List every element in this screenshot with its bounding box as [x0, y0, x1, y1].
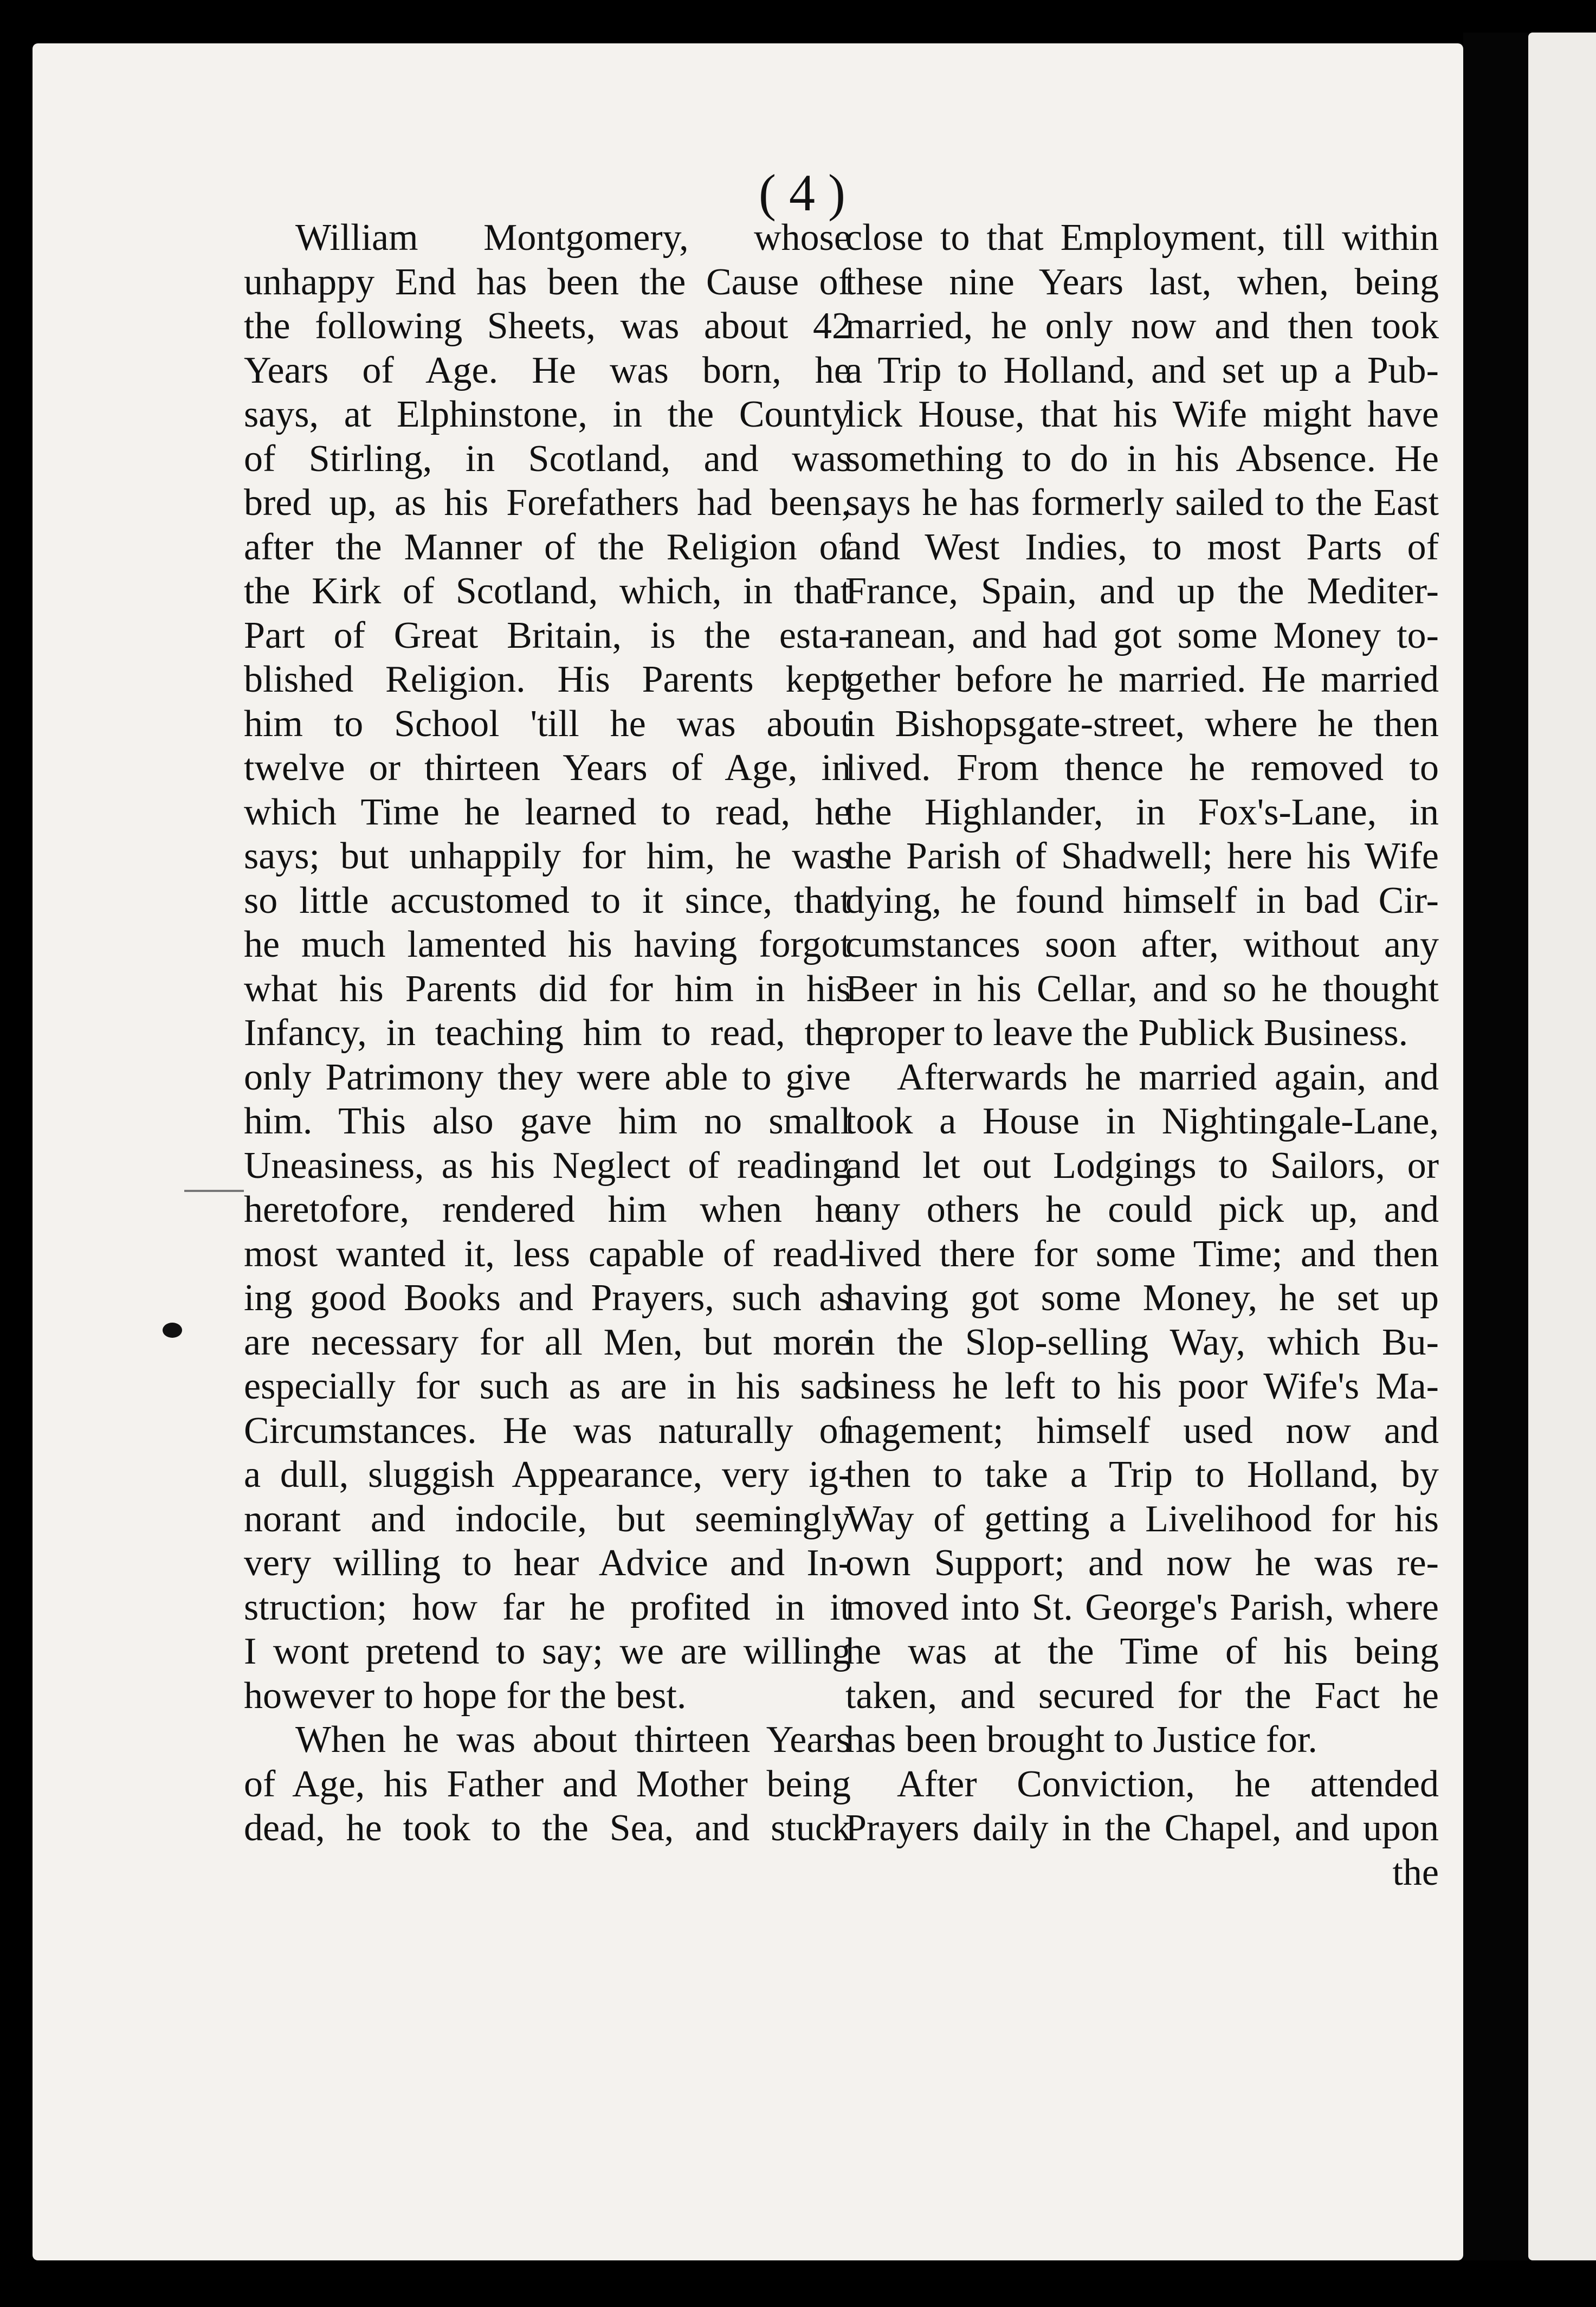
text-line: only Patrimony they were able to give [244, 1056, 851, 1098]
text-line: which Time he learned to read, he [244, 791, 851, 833]
text-line: the [1392, 1851, 1439, 1893]
text-line: blished Religion. His Parents kept [244, 659, 851, 700]
text-line: Circumstances. He was naturally of [244, 1409, 851, 1452]
text-line: When he was about thirteen Years [295, 1719, 851, 1761]
text-line: he was at the Time of his being [845, 1631, 1439, 1672]
text-line: married, he only now and then took [845, 305, 1439, 347]
text-line: norant and indocile, but seemingly [244, 1498, 851, 1540]
text-line: in the Slop-selling Way, which Bu- [845, 1321, 1439, 1363]
facing-page-edge [1528, 33, 1596, 2260]
text-line: I wont pretend to say; we are willing [244, 1631, 851, 1672]
right-text-column [845, 216, 1439, 1894]
text-line: Afterwards he married again, and [897, 1056, 1439, 1098]
text-line: gether before he married. He married [845, 659, 1439, 700]
text-line: After Conviction, he attended [897, 1763, 1439, 1805]
text-line: lived there for some Time; and then [845, 1233, 1439, 1275]
text-line: Way of getting a Livelihood for his [845, 1498, 1439, 1540]
text-line: ing good Books and Prayers, such as [244, 1277, 851, 1319]
text-line: he much lamented his having forgot [244, 924, 851, 965]
text-line: Prayers daily in the Chapel, and upon [845, 1807, 1439, 1849]
text-line: then to take a Trip to Holland, by [845, 1454, 1439, 1496]
text-line: and let out Lodgings to Sailors, or [845, 1144, 1439, 1187]
text-line: lived. From thence he removed to [845, 747, 1439, 789]
text-line: are necessary for all Men, but more [244, 1321, 851, 1363]
text-line: him. This also gave him no small [244, 1100, 851, 1142]
text-line: dead, he took to the Sea, and stuck [244, 1807, 851, 1849]
text-line: and West Indies, to most Parts of [845, 526, 1439, 568]
left-text-column [244, 216, 851, 1851]
text-line: says he has formerly sailed to the East [845, 482, 1439, 524]
text-line: dying, he found himself in bad Cir- [845, 879, 1439, 921]
text-line: the following Sheets, was about 42 [244, 305, 851, 347]
text-line: twelve or thirteen Years of Age, in [244, 747, 851, 789]
text-line: the Kirk of Scotland, which, in that [244, 570, 851, 612]
text-line: unhappy End has been the Cause of [244, 261, 851, 303]
text-line: lick House, that his Wife might have [845, 394, 1439, 435]
text-line: a Trip to Holland, and set up a Pub- [845, 349, 1439, 391]
text-line: Part of Great Britain, is the esta- [244, 614, 851, 656]
text-line: Beer in his Cellar, and so he thought [845, 968, 1439, 1010]
text-line: in Bishopsgate-street, where he then [845, 703, 1439, 745]
text-line: bred up, as his Forefathers had been, [244, 482, 851, 524]
text-line: most wanted it, less capable of read- [244, 1233, 851, 1275]
text-line: very willing to hear Advice and In- [244, 1542, 851, 1584]
text-line: what his Parents did for him in his [244, 968, 851, 1010]
margin-mark [184, 1190, 244, 1192]
text-line: however to hope for the best. [244, 1674, 687, 1717]
text-line: took a House in Nightingale-Lane, [845, 1100, 1439, 1142]
page-number: ( 4 ) [759, 164, 845, 222]
text-line: moved into St. George's Parish, where [845, 1586, 1439, 1628]
text-line: taken, and secured for the Fact he [845, 1674, 1439, 1717]
text-line: Uneasiness, as his Neglect of reading [244, 1144, 851, 1187]
ink-blot [163, 1323, 182, 1338]
text-line: a dull, sluggish Appearance, very ig- [244, 1454, 851, 1496]
text-line: after the Manner of the Religion of [244, 526, 851, 568]
text-line: these nine Years last, when, being [845, 261, 1439, 303]
text-line: Years of Age. He was born, he [244, 349, 851, 391]
text-line: especially for such as are in his sad [244, 1365, 851, 1407]
text-line: having got some Money, he set up [845, 1277, 1439, 1319]
text-line: nagement; himself used now and [845, 1409, 1439, 1452]
text-line: so little accustomed to it since, that [244, 879, 851, 921]
text-line: has been brought to Justice for. [845, 1719, 1317, 1761]
text-line: cumstances soon after, without any [845, 924, 1439, 965]
text-line: of Stirling, in Scotland, and was [244, 437, 851, 480]
text-line: Infancy, in teaching him to read, the [244, 1012, 851, 1054]
text-line: any others he could pick up, and [845, 1189, 1439, 1230]
text-line: heretofore, rendered him when he [244, 1189, 851, 1230]
book-gutter [1463, 33, 1528, 2260]
text-line: struction; how far he profited in it [244, 1586, 851, 1628]
text-line: ranean, and had got some Money to- [845, 614, 1439, 656]
text-line: own Support; and now he was re- [845, 1542, 1439, 1584]
text-line: William Montgomery, whose [295, 217, 851, 259]
text-line: the Parish of Shadwell; here his Wife [845, 835, 1439, 877]
text-line: of Age, his Father and Mother being [244, 1763, 851, 1805]
text-line: close to that Employment, till within [845, 217, 1439, 259]
text-line: something to do in his Absence. He [845, 437, 1439, 480]
text-line: siness he left to his poor Wife's Ma- [845, 1365, 1439, 1407]
text-line: him to School 'till he was about [244, 703, 851, 745]
text-line: France, Spain, and up the Mediter- [845, 570, 1439, 612]
text-line: proper to leave the Publick Business. [845, 1012, 1408, 1054]
text-line: the Highlander, in Fox's-Lane, in [845, 791, 1439, 833]
text-line: says; but unhappily for him, he was [244, 835, 851, 877]
text-line: says, at Elphinstone, in the County [244, 394, 851, 435]
